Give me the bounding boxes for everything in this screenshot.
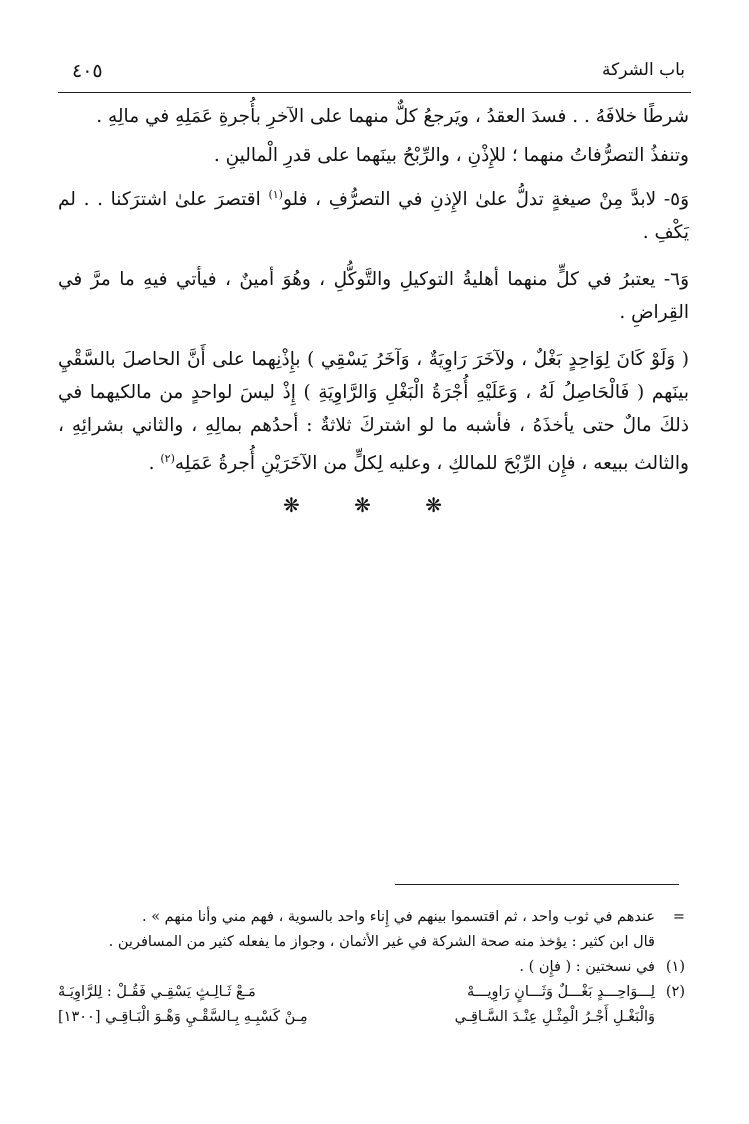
page-number: ٤٠٥ [72,60,103,82]
footnote-2-mark: (٢) [665,984,685,1000]
footnote-continuation-text-1: عندهم في ثوب واحد ، ثم اقتسموا بينهم في إِناء واحد بالسوية ، فهم مني وأنا منهم » . [141,909,655,925]
footnote-divider [395,884,679,885]
verse-1-first-half: لِـــوَاحِـــدٍ بَغْـــلٌ وَثَـــانٍ رَاوِيـــهْ [466,984,655,1000]
verse-2-first-half: وَالْبَغْـلِ أَجْـرُ الْمِثْـلِ عِنْـدَ السَّـاقِـي [454,1009,655,1025]
footnote-continuation [58,905,685,930]
continuation-mark: = [672,909,685,925]
footnote-1-mark: (١) [665,959,685,975]
footnote-2 [58,980,685,1005]
paragraph-2: وتنفذُ التصرُّفاتُ منهما ؛ للإِذْنِ ، والرِّبْحُ بينَهما على قدرِ الْمالينِ . [213,145,689,166]
chapter-title: باب الشركة [602,60,685,80]
paragraph-4: وَ٦- يعتبرُ في كلٍّ منهما أهليةُ التوكيلِ والتَّوكُّلِ ، وهُوَ أمينٌ ، فيأتي فيهِ ما مرَّ في القِراضِ . [58,269,689,324]
main-text [58,100,689,486]
paragraph-3 [58,178,689,249]
paragraph-1: شرطًا خلافَهُ . . فسدَ العقدُ ، ويَرجعُ كلٌّ منهما على الآخرِ بأُجرةِ عَمَلِهِ في مالِهِ . [96,106,689,127]
footnote-1 [58,955,685,980]
section-separator: ❋ ❋ ❋ [283,493,466,517]
footnote-continuation-line-2 [58,930,685,955]
verse-1-second-half: مَـعْ ثَـالِـثٍ يَسْقِـي فَقُـلْ : لِلرَّاوِيَـهْ [58,984,256,1000]
paragraph-5 [58,343,689,480]
footnote-ref-2: (٢) [160,452,175,466]
footnotes [58,905,685,1030]
paragraph-3-text-a: وَ٥- لابدَّ مِنْ صيغةٍ تدلُّ علىٰ الإِذنِ في التصرُّفِ ، فلو [282,189,689,211]
paragraph-5-end: . [148,453,161,475]
paragraph-3-text-b: اقتصرَ علىٰ اشترَكنا . . لم يَكْفِ . [58,189,689,244]
verse-line-2 [58,1005,685,1030]
paragraph-5-text: ( وَلَوْ كَانَ لِوَاحِدٍ بَغْلٌ ، ولآخَرَ رَاوِيَةٌ ، وَآخَرُ يَسْقِي ) بإِذْنِهما على أَنَّ الحاصلَ بالسَّقْيِ بينَهم ( فَالْحَاصِلُ لَهُ ، وَعَلَيْهِ أُجْرَةُ الْبَغْلِ وَالرَّاوِيَةِ ) إِذْ ليسَ لواحدٍ من مالكيهما في ذلكَ مالٌ حتى يأخذَهُ ، فأشبه ما لو اشتركَ ثلاثةٌ : أحدُهم بمالِهِ ، والثاني بشرائِهِ ، والثالث ببيعه ، فإِن الرِّبْحَ للمالكِ ، وعليه لِكلٍّ من الآخَرَيْنِ أُجرةُ عَمَلِه [58,349,689,475]
footnote-ref-1: (١) [268,188,283,201]
verse-line-1 [58,980,655,1005]
footnote-1-text: في نسختين : ( فإِن ) . [519,959,655,975]
footnote-continuation-text-2: قال ابن كثير : يؤخذ منه صحة الشركة في غير الأثمان ، وجواز ما يفعله كثير من المسافرين . [108,934,655,950]
verse-2-second-half: مِـنْ كَسْبِـهِ بِـالسَّقْـيِ وَهْـوَ الْبَـاقِـي [١٣٠٠] [58,1009,308,1025]
header-divider [58,92,691,93]
